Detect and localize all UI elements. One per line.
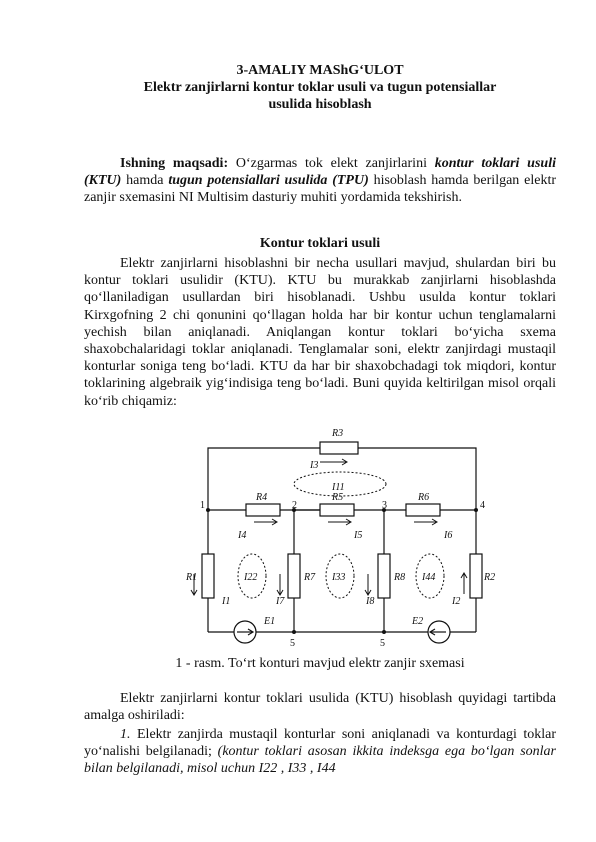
- node-1: 1: [200, 500, 205, 511]
- label-i1: I1: [222, 596, 231, 607]
- resistor-r2: [470, 554, 482, 598]
- node-5-left: 5: [290, 638, 295, 648]
- resistor-r3: [320, 442, 358, 454]
- label-r3: R3: [332, 428, 344, 439]
- intro-paragraph: Elektr zanjirlarni hisoblashni bir necha usullari mavjud, shulardan biri bu kontur toklari usulidir (KTU). KTU bu murakkab zanjirlarni hisoblashda qo‘llaniladigan usullardan biri hisoblanadi. Ushbu usulda kontur toklari Kirxgofning 2 chi qonunini qo‘llagan holda har bir kontur uchun tenglamalarni yechish bilan aniqlanadi. Aniqlangan kontur toklari bo‘yicha sxema shaxobchalaridagi toklar aniqlanadi. Tenglamalar soni, elektr zanjirdagi mustaqil konturlar soniga teng bo‘ladi. KTU da har bir shaxobchadagi tok miqdori, kontur toklarining algebraik yig‘indisiga teng bo‘ladi. Buni quyida keltirilgan misol orqali ko‘rib chiqamiz:: [84, 256, 556, 409]
- label-i4: I4: [238, 530, 247, 541]
- label-i2: I2: [452, 596, 461, 607]
- label-i5: I5: [354, 530, 363, 541]
- page-subtitle-line1: Elektr zanjirlarni kontur toklar usuli va tugun potensiallar: [143, 80, 497, 95]
- node-2: 2: [292, 500, 297, 511]
- label-r5: R5: [332, 492, 344, 503]
- resistor-r6: [406, 504, 440, 516]
- procedure-paragraph: Elektr zanjirlarni kontur toklari usulida (KTU) hisoblash quyidagi tartibda amalga oshiriladi:: [84, 691, 556, 724]
- step-1-number: 1.: [120, 727, 131, 742]
- label-i11: I11: [332, 482, 345, 493]
- label-r7: R7: [304, 572, 316, 583]
- goal-emphasis-ktu: kontur toklari usuli (KTU): [84, 156, 556, 189]
- goal-paragraph: [84, 155, 556, 207]
- page-title: 3-AMALIY MAShG‘ULOT: [236, 63, 404, 78]
- goal-text-3: hisoblash hamda berilgan elektr zanjir sxemasini NI Multisim dasturiy muhiti yordamida tekshirish.: [84, 173, 556, 206]
- label-e2: E2: [412, 616, 424, 627]
- label-r2: R2: [484, 572, 496, 583]
- node-3: 3: [382, 500, 387, 511]
- section-title: Kontur toklari usuli: [259, 236, 381, 251]
- node-5-right: 5: [380, 638, 385, 648]
- circuit-diagram: [180, 418, 500, 648]
- resistor-r8: [378, 554, 390, 598]
- label-i8: I8: [366, 596, 375, 607]
- label-i6: I6: [444, 530, 453, 541]
- page-subtitle-line2: usulida hisoblash: [268, 97, 372, 112]
- label-e1: E1: [264, 616, 276, 627]
- label-r8: R8: [394, 572, 406, 583]
- goal-text-2: hamda: [121, 173, 169, 189]
- label-i44: I44: [422, 572, 436, 583]
- label-r1: R1: [186, 572, 198, 583]
- resistor-r4: [246, 504, 280, 516]
- label-i7: I7: [276, 596, 285, 607]
- goal-emphasis-tpu: tugun potensiallari usulida (TPU): [168, 173, 369, 189]
- label-i33: I33: [332, 572, 346, 583]
- resistor-r1: [202, 554, 214, 598]
- resistor-r7: [288, 554, 300, 598]
- step-1-text: Elektr zanjirda mustaqil konturlar soni aniqlanadi va konturdagi toklar yo‘nalishi belgilanadi;: [84, 727, 556, 760]
- resistor-r5: [320, 504, 354, 516]
- label-r6: R6: [418, 492, 430, 503]
- label-i3: I3: [310, 460, 319, 471]
- figure-caption: 1 - rasm. To‘rt konturi mavjud elektr zanjir sxemasi: [175, 656, 465, 671]
- node-4: 4: [480, 500, 485, 511]
- label-i22: I22: [244, 572, 258, 583]
- goal-label: Ishning maqsadi:: [120, 156, 229, 171]
- label-r4: R4: [256, 492, 268, 503]
- step-1-paragraph: [84, 726, 556, 778]
- step-1-italic: (kontur toklari asosan ikkita indeksga ega bo‘lgan sonlar bilan belgilanadi, misol uchun I22 , I33 , I44: [84, 744, 556, 777]
- goal-text-1: O‘zgarmas tok elekt zanjirlarini: [228, 156, 435, 171]
